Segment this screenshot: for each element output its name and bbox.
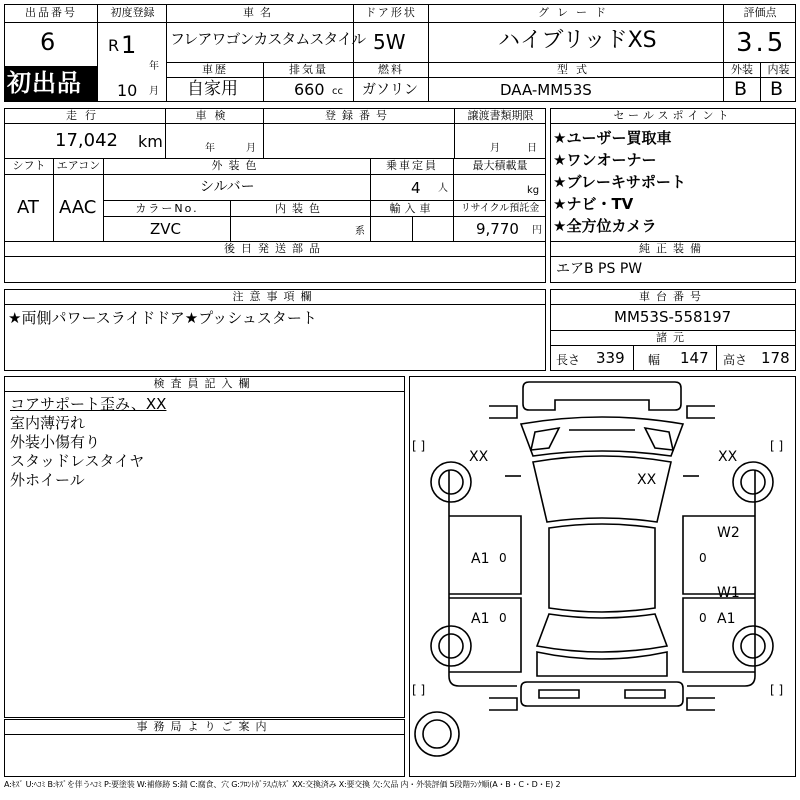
- door-value: 5W: [373, 30, 406, 54]
- mark-left-front-door: A1: [471, 551, 490, 567]
- width-value: 147: [680, 349, 709, 367]
- inspector-line: コアサポート歪み、XX: [10, 395, 167, 413]
- transfer-doc-month-unit: 月: [490, 143, 500, 154]
- car-diagram: [409, 376, 796, 777]
- recycle-unit: 円: [532, 225, 542, 236]
- sales-point-item: ★全方位カメラ: [553, 217, 657, 235]
- reg-no-label: 登録番号: [325, 109, 393, 122]
- exterior-grade-label: 外装: [731, 63, 753, 76]
- interior-grade-label: 内装: [767, 63, 790, 76]
- ac-value: AAC: [59, 197, 97, 218]
- interior-grade-value: B: [770, 78, 784, 100]
- max-load-unit: kg: [527, 185, 540, 196]
- exterior-grade-value: B: [734, 78, 748, 100]
- displacement-unit: cc: [332, 86, 343, 97]
- mileage-unit: km: [138, 132, 163, 151]
- legend-text: A:ｷｽﾞ U:ﾍｺﾐ B:ｷｽﾞを伴うﾍｺﾐ P:要塗装 W:補修跡 S:錆 C:腐食、穴 G:ﾌﾛﾝﾄｶﾞﾗｽ点ｷｽﾞ XX:交換済み X:要交換 欠:欠品 内・外装評価 5段階ﾗﾝｸ順(A・B・C・D・E) 2: [4, 780, 561, 789]
- length-value: 339: [596, 349, 625, 367]
- equipment-value: エアB PS PW: [556, 261, 643, 277]
- model-value: DAA-MM53S: [500, 81, 592, 99]
- mileage-value: 17,042: [55, 130, 118, 151]
- grade-label: グレード: [538, 6, 614, 19]
- lot-no-value: 6: [40, 28, 56, 56]
- grade-value: ハイブリッドXS: [498, 28, 657, 53]
- caution-value: ★両側パワースライドドア★プッシュスタート: [8, 309, 317, 327]
- capacity-value: 4: [411, 179, 421, 197]
- displacement-label: 排気量: [289, 63, 328, 76]
- inspection-month-unit: 月: [246, 143, 256, 154]
- mark-right-rear-zero: 0: [699, 611, 707, 625]
- history-label: 車歴: [202, 63, 228, 76]
- lot-no-label: 出品番号: [25, 6, 77, 19]
- car-name-label: 車名: [243, 6, 277, 19]
- transfer-doc-day-unit: 日: [527, 143, 537, 154]
- inspector-label: 検査員記入欄: [153, 377, 256, 390]
- mark-right-rear-door: W1: [717, 585, 740, 601]
- import-label: 輸入車: [389, 202, 435, 215]
- height-label: 高さ: [723, 353, 748, 367]
- inspection-label: 車検: [195, 109, 234, 122]
- bracket-right-bottom: [ ]: [770, 683, 784, 697]
- ext-color-label: 外装色: [211, 159, 263, 172]
- fuel-value: ガソリン: [362, 82, 418, 98]
- ac-label: エアコン: [56, 159, 101, 172]
- score-value: 3.5: [736, 28, 787, 58]
- max-load-label: 最大積載量: [472, 159, 528, 172]
- mark-front-right: XX: [718, 449, 738, 465]
- bracket-left-bottom: [ ]: [412, 683, 426, 697]
- sales-point-item: ★ブレーキサポート: [553, 173, 686, 191]
- sales-points-label: セールスポイント: [613, 109, 733, 122]
- chassis-value: MM53S-558197: [614, 308, 732, 326]
- displacement-value: 660: [294, 80, 325, 99]
- int-color-unit: 系: [355, 226, 365, 237]
- inspector-line: 室内薄汚れ: [10, 414, 86, 432]
- length-label: 長さ: [556, 353, 581, 367]
- score-label: 評価点: [743, 6, 777, 19]
- fuel-label: 燃料: [378, 63, 404, 76]
- first-reg-era: R: [108, 36, 120, 55]
- dimensions-label: 諸元: [656, 331, 690, 344]
- mark-right-rear-a: A1: [717, 611, 736, 627]
- color-no-label: カラーNo.: [135, 202, 199, 215]
- history-value: 自家用: [187, 79, 238, 99]
- later-parts-label: 後日発送部品: [224, 242, 326, 255]
- ext-color-value: シルバー: [200, 179, 255, 195]
- inspector-line: 外ホイール: [10, 471, 85, 489]
- first-reg-label: 初度登録: [110, 6, 155, 19]
- mark-right-front-zero: 0: [699, 551, 707, 565]
- capacity-label: 乗車定員: [386, 159, 438, 172]
- mileage-label: 走行: [66, 109, 104, 122]
- chassis-label: 車台番号: [639, 290, 707, 303]
- car-name-value: フレアワゴンカスタムスタイル: [170, 30, 366, 48]
- shift-label: シフト: [12, 159, 46, 172]
- first-reg-month-unit: 月: [149, 86, 159, 97]
- mark-right-front-door: W2: [717, 525, 740, 541]
- first-reg-year: 1: [121, 31, 137, 59]
- inspector-line: スタッドレスタイヤ: [10, 452, 145, 470]
- door-label: ドア形状: [365, 6, 417, 19]
- mark-left-front-zero: 0: [499, 551, 507, 565]
- first-reg-year-unit: 年: [149, 61, 159, 72]
- sales-point-item: ★ナビ・TV: [553, 195, 634, 213]
- sales-points-list: [553, 127, 686, 237]
- caution-label: 注意事項欄: [232, 290, 318, 303]
- bracket-left-top: [ ]: [412, 439, 426, 453]
- inspector-lines: [10, 395, 166, 490]
- equipment-label: 純正装備: [639, 242, 707, 255]
- office-label: 事務局よりご案内: [136, 720, 273, 733]
- mark-front-left: XX: [469, 449, 489, 465]
- mark-left-rear-zero: 0: [499, 611, 507, 625]
- mark-hood: XX: [637, 472, 657, 488]
- height-value: 178: [761, 349, 790, 367]
- inspection-year-unit: 年: [205, 143, 215, 154]
- shift-value: AT: [17, 197, 39, 218]
- bracket-right-top: [ ]: [770, 439, 784, 453]
- first-listing-text: 初出品: [7, 69, 82, 97]
- sales-point-item: ★ユーザー買取車: [553, 129, 672, 147]
- int-color-label: 内装色: [275, 202, 326, 215]
- first-reg-month: 10: [117, 81, 138, 100]
- recycle-value: 9,770: [476, 220, 519, 238]
- color-no-value: ZVC: [150, 220, 182, 238]
- model-label: 型式: [557, 63, 595, 76]
- sales-point-item: ★ワンオーナー: [553, 151, 657, 169]
- capacity-unit: 人: [438, 183, 448, 194]
- recycle-label: リサイクル預託金: [460, 203, 540, 214]
- width-label: 幅: [648, 353, 661, 367]
- mark-left-rear-door: A1: [471, 611, 490, 627]
- inspector-line: 外装小傷有り: [10, 433, 101, 451]
- transfer-doc-label: 譲渡書類期限: [467, 109, 534, 122]
